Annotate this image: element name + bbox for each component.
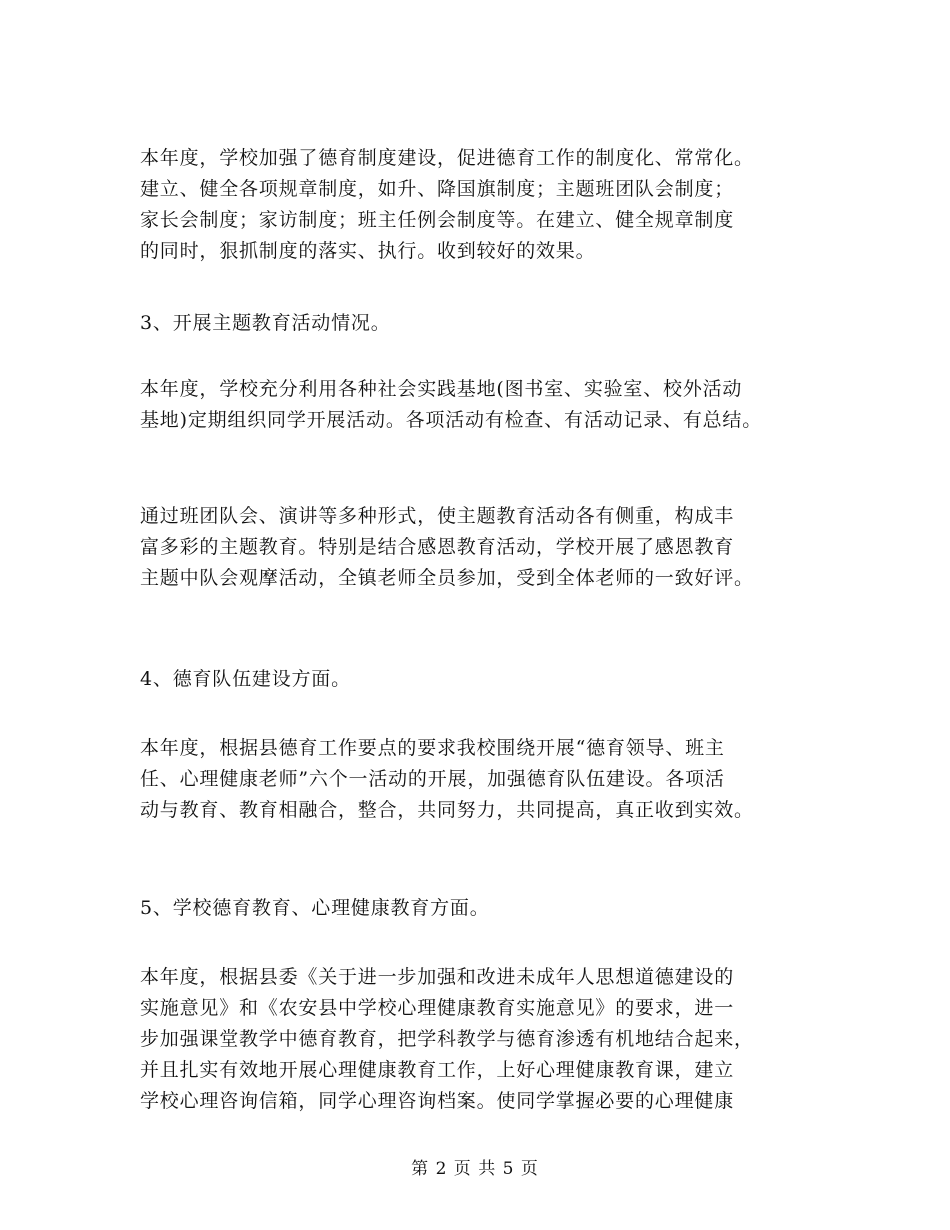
text-line: 富多彩的主题教育。特别是结合感恩教育活动，学校开展了感恩教育 xyxy=(140,536,735,558)
text-line: 并且扎实有效地开展心理健康教育工作，上好心理健康教育课，建立 xyxy=(140,1059,735,1081)
text-line: 本年度，学校加强了德育制度建设，促进德育工作的制度化、常常化。 xyxy=(140,147,754,169)
text-line: 任、心理健康老师”六个一活动的开展，加强德育队伍建设。各项活 xyxy=(140,768,725,790)
page-number-footer: 第 2 页 共 5 页 xyxy=(411,1159,539,1179)
section-heading-3: 3、开展主题教育活动情况。 xyxy=(140,312,391,334)
text-line: 学校心理咨询信箱，同学心理咨询档案。使同学掌握必要的心理健康 xyxy=(140,1090,735,1112)
text-line: 实施意见》和《农安县中学校心理健康教育实施意见》的要求，进一 xyxy=(140,997,735,1019)
text-line: 家长会制度；家访制度；班主任例会制度等。在建立、健全规章制度 xyxy=(140,209,735,231)
paragraph-moral-system xyxy=(140,143,830,267)
text-line: 本年度，根据县德育工作要点的要求我校围绕开展“德育领导、班主 xyxy=(140,737,725,759)
paragraph-practice-bases xyxy=(140,374,830,436)
text-line: 通过班团队会、演讲等多种形式，使主题教育活动各有侧重，构成丰 xyxy=(140,505,735,527)
text-line: 步加强课堂教学中德育教育，把学科教学与德育渗透有机地结合起来， xyxy=(140,1028,754,1050)
text-line: 本年度，学校充分利用各种社会实践基地(图书室、实验室、校外活动 xyxy=(140,378,743,400)
paragraph-team-building xyxy=(140,733,830,826)
paragraph-theme-education xyxy=(140,501,830,594)
text-line: 动与教育、教育相融合，整合，共同努力，共同提高，真正收到实效。 xyxy=(140,799,754,821)
text-line: 主题中队会观摩活动，全镇老师全员参加，受到全体老师的一致好评。 xyxy=(140,567,754,589)
text-line: 基地)定期组织同学开展活动。各项活动有检查、有活动记录、有总结。 xyxy=(140,409,763,431)
text-line: 建立、健全各项规章制度，如升、降国旗制度；主题班团队会制度； xyxy=(140,178,735,200)
section-heading-4: 4、德育队伍建设方面。 xyxy=(140,668,351,690)
paragraph-mental-health xyxy=(140,962,830,1117)
text-line: 本年度，根据县委《关于进一步加强和改进未成年人思想道德建设的 xyxy=(140,966,735,988)
section-heading-5: 5、学校德育教育、心理健康教育方面。 xyxy=(140,897,490,919)
text-line: 的同时，狠抓制度的落实、执行。收到较好的效果。 xyxy=(140,240,596,262)
